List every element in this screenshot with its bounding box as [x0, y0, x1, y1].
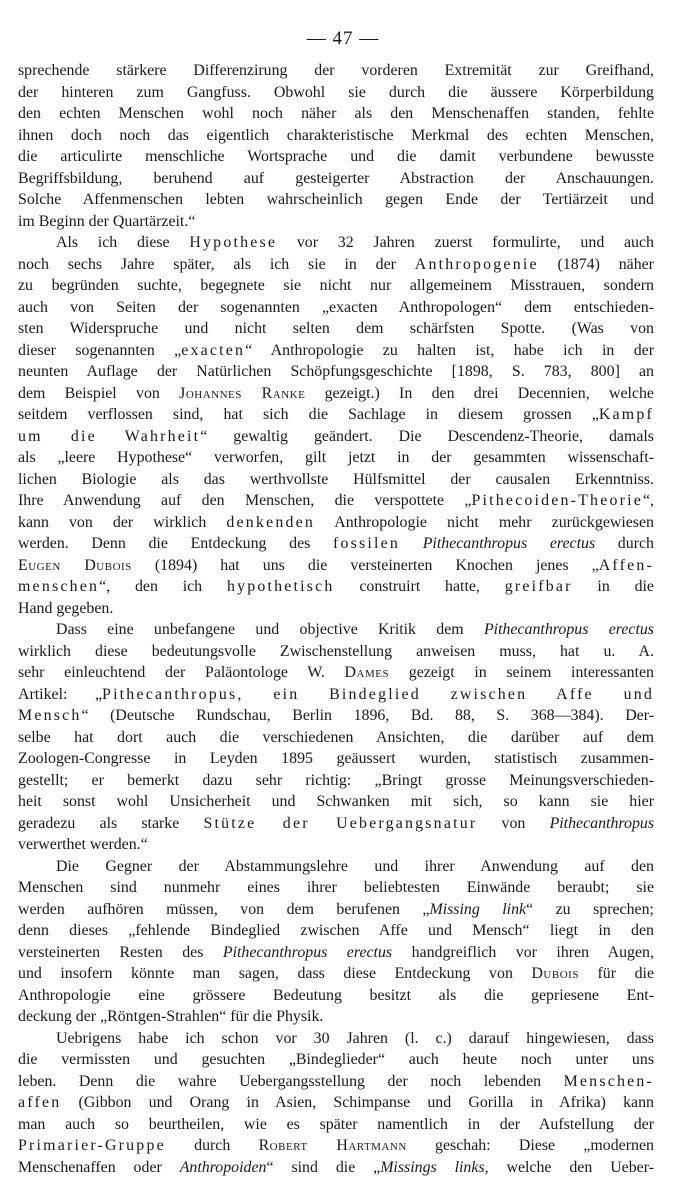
- text-segment: lichen Biologie als das werthvollste Hülfsmittel der causalen Erkenntniss.: [18, 470, 654, 488]
- small-caps-name: Robert Hartmann: [258, 1137, 407, 1154]
- text-line: [18, 447, 654, 469]
- text-segment: “, den ich: [99, 578, 227, 595]
- text-segment: Uebrigens habe ich schon vor 30 Jahren (l. c.) darauf hingewiesen, dass: [56, 1029, 654, 1047]
- book-page: [18, 28, 654, 1178]
- text-segment: seitdem verflossen sind, hat sich die Sachlage in diesem grossen „: [18, 406, 599, 423]
- spaced-text: Primarier-Gruppe: [18, 1137, 166, 1154]
- text-segment: werden aufhören müssen, von dem berufenen „: [18, 900, 430, 918]
- text-segment: “ Anthropologie zu halten ist, habe ich in der: [245, 341, 655, 359]
- text-segment: Dass eine unbefangene und objective Kritik dem: [56, 621, 484, 638]
- text-line: [18, 963, 654, 985]
- spaced-text: Pithecanthropus, ein Bindeglied zwischen Affe und: [102, 685, 654, 703]
- text-segment: Zoologen-Congresse in Leyden 1895 geäussert wurden, statistisch zusammen-: [18, 750, 654, 767]
- text-segment: versteinerten Resten des: [18, 943, 223, 961]
- text-line: [18, 297, 654, 319]
- text-line: [18, 103, 654, 125]
- text-line: [18, 1006, 654, 1028]
- text-segment: wirklich diese bedeutungsvolle Zwischenstellung anweisen muss, hat u. A.: [18, 642, 654, 660]
- text-line: [18, 254, 654, 276]
- text-segment: als „leere Hypothese“ verworfen, gilt jetzt in der gesammten wissenschaft-: [18, 449, 654, 466]
- text-line: [18, 684, 654, 706]
- text-line: [18, 705, 654, 727]
- text-segment: im Beginn der Quartärzeit.“: [18, 212, 196, 230]
- text-segment: Ihre Anwendung auf den Menschen, die verspottete „: [18, 492, 472, 509]
- text-segment: ihnen doch noch das eigentlich charakteristische Merkmal des echten Menschen,: [18, 126, 654, 144]
- text-segment: dem Beispiel von: [18, 384, 180, 402]
- text-line: [18, 1071, 654, 1093]
- text-line: [18, 899, 654, 921]
- text-line: [18, 1028, 654, 1050]
- text-segment: man auch so beurtheilen, wie es später namentlich in der Aufstellung der: [18, 1115, 654, 1133]
- text-segment: Hand gegeben.: [18, 599, 114, 617]
- spaced-text: hypothetisch: [226, 578, 335, 595]
- text-segment: deckung der „Röntgen-Strahlen“ für die Physik.: [18, 1008, 324, 1025]
- text-line: [18, 1135, 654, 1157]
- page-number: — 47 —: [306, 28, 380, 49]
- text-line: [18, 189, 654, 211]
- text-segment: Anthropologie eine grössere Bedeutung besitzt als die gepriesene Ent-: [18, 986, 654, 1004]
- spaced-text: Stütze der Uebergangsnatur: [203, 814, 478, 832]
- text-segment: sten Widerspruche und nicht selten dem schärfsten Spotte. (Was von: [18, 320, 654, 337]
- text-segment: handgreiflich vor ihren Augen,: [392, 943, 654, 961]
- text-segment: die vermissten und gesuchten „Bindeglieder“ auch heute noch unter uns: [18, 1051, 654, 1068]
- text-line: [18, 1157, 654, 1179]
- text-segment: [400, 535, 423, 552]
- spaced-text: Hypothese: [189, 234, 278, 251]
- spaced-text: Anthropogenie: [414, 255, 539, 273]
- text-segment: in die: [572, 578, 654, 595]
- text-segment: denn dieses „fehlende Bindeglied zwischen Affe und Mensch“ liegt in den: [18, 922, 654, 939]
- text-segment: Menschenaffen oder: [18, 1158, 180, 1176]
- text-line: [18, 232, 654, 254]
- text-segment: construirt hatte,: [334, 578, 505, 595]
- text-segment: “ (Deutsche Rundschau, Berlin 1896, Bd. 88, S. 368—384). Der-: [81, 707, 654, 724]
- text-segment: von: [477, 814, 550, 832]
- spaced-text: Affen-: [598, 556, 654, 574]
- text-line: [18, 920, 654, 942]
- text-line: [18, 877, 654, 899]
- text-segment: leben. Denn die wahre Uebergangsstellung der noch lebenden: [18, 1072, 564, 1090]
- italic-text: Pithecanthropus erectus: [222, 943, 393, 961]
- text-line: [18, 211, 654, 233]
- text-segment: heit sonst wohl Unsicherheit und Schwanken mit sich, so kann sie hier: [18, 793, 654, 810]
- text-line: [18, 404, 654, 426]
- italic-text: Pithecanthropus erectus: [422, 535, 596, 552]
- text-segment: für die: [578, 965, 654, 982]
- italic-text: Anthropoiden: [179, 1158, 267, 1176]
- text-line: [18, 619, 654, 641]
- text-segment: auch von Seiten der sogenannten „exacten Anthropologen“ dem entschieden-: [18, 298, 654, 316]
- text-segment: verwerthet werden.“: [18, 836, 148, 853]
- text-line: [18, 340, 654, 362]
- text-segment: zu begründen suchte, begegnete sie nicht nur allgemeinem Misstrauen, sondern: [18, 277, 654, 294]
- text-line: [18, 60, 654, 82]
- text-segment: (1874) näher: [538, 255, 654, 273]
- text-segment: Anthropologie nicht mehr zurückgewiesen: [315, 513, 654, 531]
- text-segment: der hinteren zum Gangfuss. Obwohl sie durch die äussere Körperbildung: [18, 83, 654, 101]
- small-caps-name: Eugen Dubois: [18, 556, 132, 574]
- italic-text: Pithecanthropus: [549, 814, 655, 832]
- text-line: [18, 598, 654, 620]
- text-segment: selbe hat dort auch die verschiedenen Ansichten, die darüber auf dem: [18, 728, 654, 746]
- text-segment: (Gibbon und Orang in Asien, Schimpanse und Gorilla in Afrika) kann: [61, 1094, 654, 1111]
- text-segment: “ zu sprechen;: [526, 900, 654, 918]
- text-segment: sprechende stärkere Differenzirung der vorderen Extremität zur Greifhand,: [18, 62, 654, 79]
- text-line: [18, 856, 654, 878]
- body-text: [18, 60, 654, 1178]
- text-segment: dieser sogenannten „: [18, 341, 182, 359]
- text-line: [18, 813, 654, 835]
- text-segment: gezeigt in seinem interessanten: [389, 664, 654, 681]
- text-line: [18, 383, 654, 405]
- text-segment: gestellt; er bemerkt dazu sehr richtig: „Bringt grosse Meinungsverschieden-: [18, 771, 654, 789]
- small-caps-name: Dubois: [531, 965, 579, 982]
- text-line: [18, 748, 654, 770]
- text-line: [18, 146, 654, 168]
- text-line: [18, 942, 654, 964]
- text-line: [18, 469, 654, 491]
- text-line: [18, 555, 654, 577]
- spaced-text: fossilen: [333, 535, 401, 552]
- spaced-text: um die Wahrheit: [18, 427, 201, 445]
- text-line: [18, 275, 654, 297]
- spaced-text: menschen: [18, 578, 100, 595]
- italic-text: Pithecanthropus erectus: [483, 621, 654, 638]
- spaced-text: Kampf: [598, 406, 654, 423]
- spaced-text: affen: [18, 1094, 62, 1111]
- text-segment: (1894) hat uns die versteinerten Knochen jenes „: [131, 556, 599, 574]
- text-line: [18, 985, 654, 1007]
- text-segment: kann von der wirklich: [18, 513, 227, 531]
- text-line: [18, 1092, 654, 1114]
- text-line: [18, 1114, 654, 1136]
- small-caps-name: Dames: [344, 664, 390, 681]
- text-segment: sehr einleuchtend der Paläontologe W.: [18, 664, 345, 681]
- text-segment: Begriffsbildung, beruhend auf gesteigerter Abstraction der Anschauungen.: [18, 169, 654, 187]
- spaced-text: Pithecoiden-Theorie: [471, 492, 643, 509]
- text-segment: die articulirte menschliche Wortsprache und die damit verbundene bewusste: [18, 148, 654, 165]
- text-segment: gezeigt.) In den drei Decennien, welche: [305, 384, 654, 402]
- text-segment: “ gewaltig geändert. Die Descendenz-Theorie, damals: [200, 427, 654, 445]
- text-line: [18, 168, 654, 190]
- spaced-text: denkenden: [226, 513, 316, 531]
- italic-text: Missing link: [429, 900, 527, 918]
- text-segment: geradezu als starke: [18, 814, 204, 832]
- text-segment: werden. Denn die Entdeckung des: [18, 535, 333, 552]
- text-segment: durch: [165, 1137, 259, 1154]
- spaced-text: greifbar: [504, 578, 573, 595]
- text-segment: Solche Affenmenschen lebten wahrscheinlich gegen Ende der Tertiärzeit und: [18, 191, 654, 208]
- text-line: [18, 426, 654, 448]
- spaced-text: Menschen-: [563, 1072, 654, 1090]
- text-segment: geschah: Diese „modernen: [406, 1137, 654, 1154]
- text-line: [18, 770, 654, 792]
- text-segment: Menschen sind nunmehr eines ihrer beliebtesten Einwände beraubt; sie: [18, 879, 654, 896]
- spaced-text: Mensch: [18, 707, 82, 724]
- text-segment: und insofern könnte man sagen, dass diese Entdeckung von: [18, 965, 532, 982]
- text-segment: , welche den Ueber-: [484, 1158, 654, 1176]
- text-line: [18, 1049, 654, 1071]
- text-line: [18, 125, 654, 147]
- text-line: [18, 318, 654, 340]
- text-line: [18, 727, 654, 749]
- text-segment: “,: [642, 492, 654, 509]
- text-line: [18, 834, 654, 856]
- text-line: [18, 533, 654, 555]
- italic-text: Missings links: [380, 1158, 485, 1176]
- text-line: [18, 791, 654, 813]
- text-segment: Artikel: „: [18, 685, 103, 703]
- text-segment: vor 32 Jahren zuerst formulirte, und auch: [277, 234, 654, 251]
- text-line: [18, 576, 654, 598]
- spaced-text: exacten: [181, 341, 246, 359]
- text-segment: Als ich diese: [56, 234, 190, 251]
- text-segment: noch sechs Jahre später, als ich sie in der: [18, 255, 415, 273]
- text-segment: durch: [595, 535, 654, 552]
- text-line: [18, 512, 654, 534]
- text-segment: neunten Auflage der Natürlichen Schöpfungsgeschichte [1898, S. 783, 800] an: [18, 363, 654, 380]
- text-line: [18, 82, 654, 104]
- text-segment: den echten Menschen wohl noch näher als den Menschenaffen standen, fehlte: [18, 105, 654, 122]
- small-caps-name: Johannes Ranke: [179, 384, 306, 402]
- text-segment: “ sind die „: [266, 1158, 381, 1176]
- text-line: [18, 490, 654, 512]
- text-segment: Die Gegner der Abstammungslehre und ihrer Anwendung auf den: [56, 857, 654, 875]
- text-line: [18, 641, 654, 663]
- text-line: [18, 662, 654, 684]
- text-line: [18, 361, 654, 383]
